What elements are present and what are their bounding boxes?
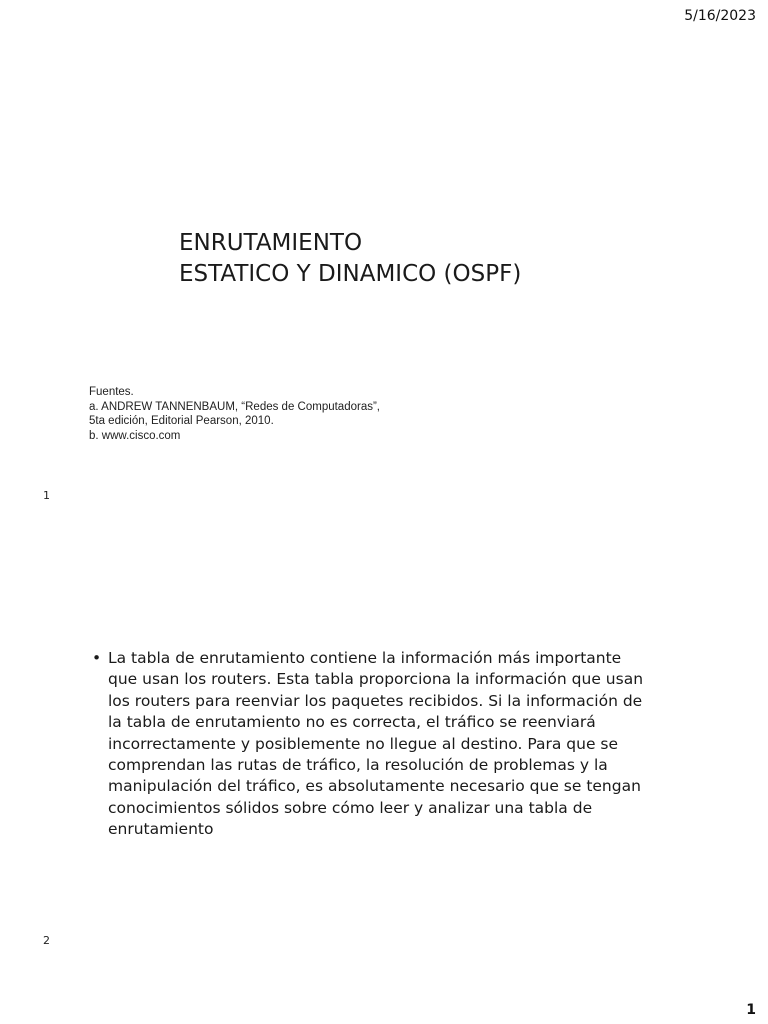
bullet-line: enrutamiento — [108, 820, 214, 839]
print-date: 5/16/2023 — [684, 8, 756, 24]
slide-1-title — [179, 228, 521, 290]
bullet-line: que usan los routers. Esta tabla proporciona la información que usan — [108, 670, 644, 689]
source-item: b. www.cisco.com — [89, 429, 181, 442]
bullet-line: la tabla de enrutamiento no es correcta, el tráfico se reenviará — [108, 713, 596, 732]
slide-1-number: 1 — [43, 489, 50, 502]
bullet-line: comprendan las rutas de tráfico, la resolución de problemas y la — [108, 756, 608, 775]
bullet-line: los routers para reenviar los paquetes recibidos. Si la información de — [108, 691, 643, 710]
sources-list — [89, 385, 380, 443]
source-item: 5ta edición, Editorial Pearson, 2010. — [89, 415, 274, 427]
slide-2-number: 2 — [43, 934, 50, 947]
sources-heading: Fuentes. — [89, 386, 134, 398]
bullet-paragraph — [92, 648, 682, 841]
bullet-line: La tabla de enrutamiento contiene la información más importante — [108, 649, 622, 667]
source-item: a. ANDREW TANNENBAUM, “Redes de Computadoras”, — [89, 400, 380, 413]
bullet-icon: • — [92, 649, 102, 667]
title-line: ESTATICO Y DINAMICO (OSPF) — [179, 261, 522, 287]
title-line: ENRUTAMIENTO — [179, 230, 363, 256]
page-number: 1 — [746, 1002, 756, 1018]
bullet-line: incorrectamente y posiblemente no llegue al destino. Para que se — [108, 734, 619, 753]
bullet-line: conocimientos sólidos sobre cómo leer y analizar una tabla de — [108, 798, 593, 817]
bullet-line: manipulación del tráfico, es absolutamente necesario que se tengan — [108, 777, 641, 796]
bullet-text — [108, 648, 682, 841]
